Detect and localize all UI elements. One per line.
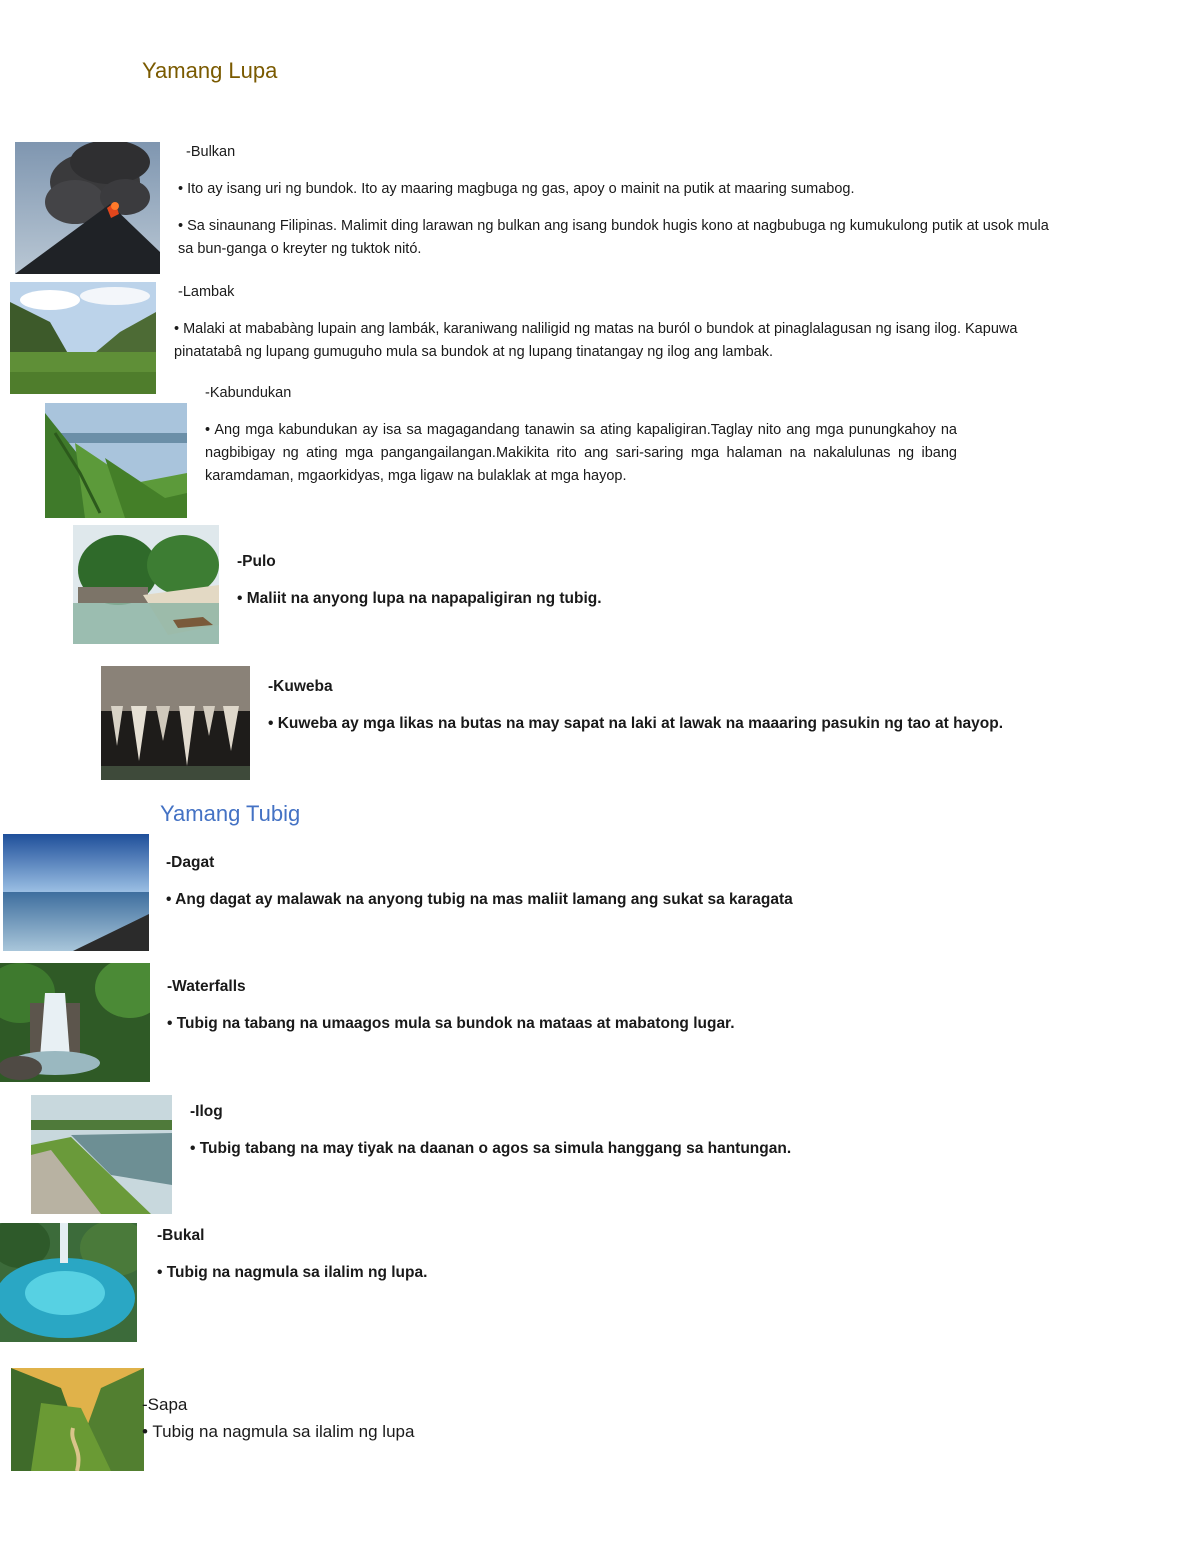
dagat-paragraph-1: • Ang dagat ay malawak na anyong tubig na mas maliit lamang ang sukat sa karagata (166, 891, 793, 908)
bulkan-paragraph-2: • Sa sinaunang Filipinas. Malimit ding larawan ng bulkan ang isang bundok hugis kono at nagbubuga ng kumukulong putik at usok mula sa bun-ganga o kreyter ng tuktok nitó. (178, 218, 1049, 257)
bukal-label: -Bukal (157, 1227, 205, 1244)
kabundukan-label: -Kabundukan (205, 385, 292, 401)
bulkan-label: -Bulkan (186, 144, 236, 160)
waterfalls-block (167, 975, 967, 1035)
bukal-block (157, 1224, 857, 1284)
ilog-block (190, 1100, 990, 1160)
lambak-label: -Lambak (178, 284, 235, 300)
waterfalls-label: -Waterfalls (167, 978, 246, 995)
sea-image (3, 834, 149, 951)
waterfalls-paragraph-1: • Tubig na tabang na umaagos mula sa bundok na mataas at mabatong lugar. (167, 1015, 735, 1032)
pulo-paragraph-1: • Maliit na anyong lupa na napapaligiran ng tubig. (237, 590, 602, 607)
mountains-image (45, 403, 187, 518)
lambak-paragraph-1: • Malaki at mababàng lupain ang lambák, karaniwang naliligid ng matas na buról o bundok at pinaglalagusan ng isang ilog. Kapuwa pinatatabâ ng lupang gumuguho mula sa bundok at ng lupang tinatangay ng ilog ang lambak. (174, 321, 1018, 360)
pulo-block (237, 550, 937, 610)
bulkan-paragraph-1: • Ito ay isang uri ng bundok. Ito ay maaring magbuga ng gas, apoy o mainit na putik at maaring sumabog. (178, 181, 855, 197)
river-image (31, 1095, 172, 1214)
spring-image (0, 1223, 137, 1342)
dagat-block (166, 851, 966, 911)
sapa-paragraph-1: • Tubig na nagmula sa ilalim ng lupa (142, 1422, 415, 1441)
sapa-block (142, 1391, 742, 1445)
dagat-label: -Dagat (166, 854, 215, 871)
sapa-label: -Sapa (142, 1395, 188, 1414)
ilog-paragraph-1: • Tubig tabang na may tiyak na daanan o agos sa simula hanggang sa hantungan. (190, 1140, 792, 1157)
section-title-yamang-lupa: Yamang Lupa (142, 58, 278, 83)
cave-image (101, 666, 250, 780)
ilog-label: -Ilog (190, 1103, 223, 1120)
kabundukan-paragraph-1: • Ang mga kabundukan ay isa sa magagandang tanawin sa ating kapaligiran.Taglay nito ang mga punungkahoy na nagbibigay ng ating mga pangangailangan.Makikita rito ang sari-saring mga halaman na nakalulunas ng ibang karamdaman, mgaorkidyas, mga ligaw na bulaklak at mga hayop. (205, 422, 957, 484)
stream-image (11, 1368, 144, 1471)
bulkan-block (178, 141, 1058, 261)
volcano-image (15, 142, 160, 274)
section-title-yamang-tubig: Yamang Tubig (160, 801, 301, 826)
bukal-paragraph-1: • Tubig na nagmula sa ilalim ng lupa. (157, 1264, 428, 1281)
kuweba-paragraph-1: • Kuweba ay mga likas na butas na may sapat na laki at lawak na maaaring pasukin ng tao at hayop. (268, 715, 1004, 732)
kuweba-block (268, 675, 1068, 735)
waterfall-image (0, 963, 150, 1082)
kabundukan-block (205, 382, 957, 488)
valley-image (10, 282, 156, 394)
pulo-label: -Pulo (237, 553, 276, 570)
island-image (73, 525, 219, 644)
kuweba-label: -Kuweba (268, 678, 333, 695)
lambak-block (174, 281, 1054, 364)
